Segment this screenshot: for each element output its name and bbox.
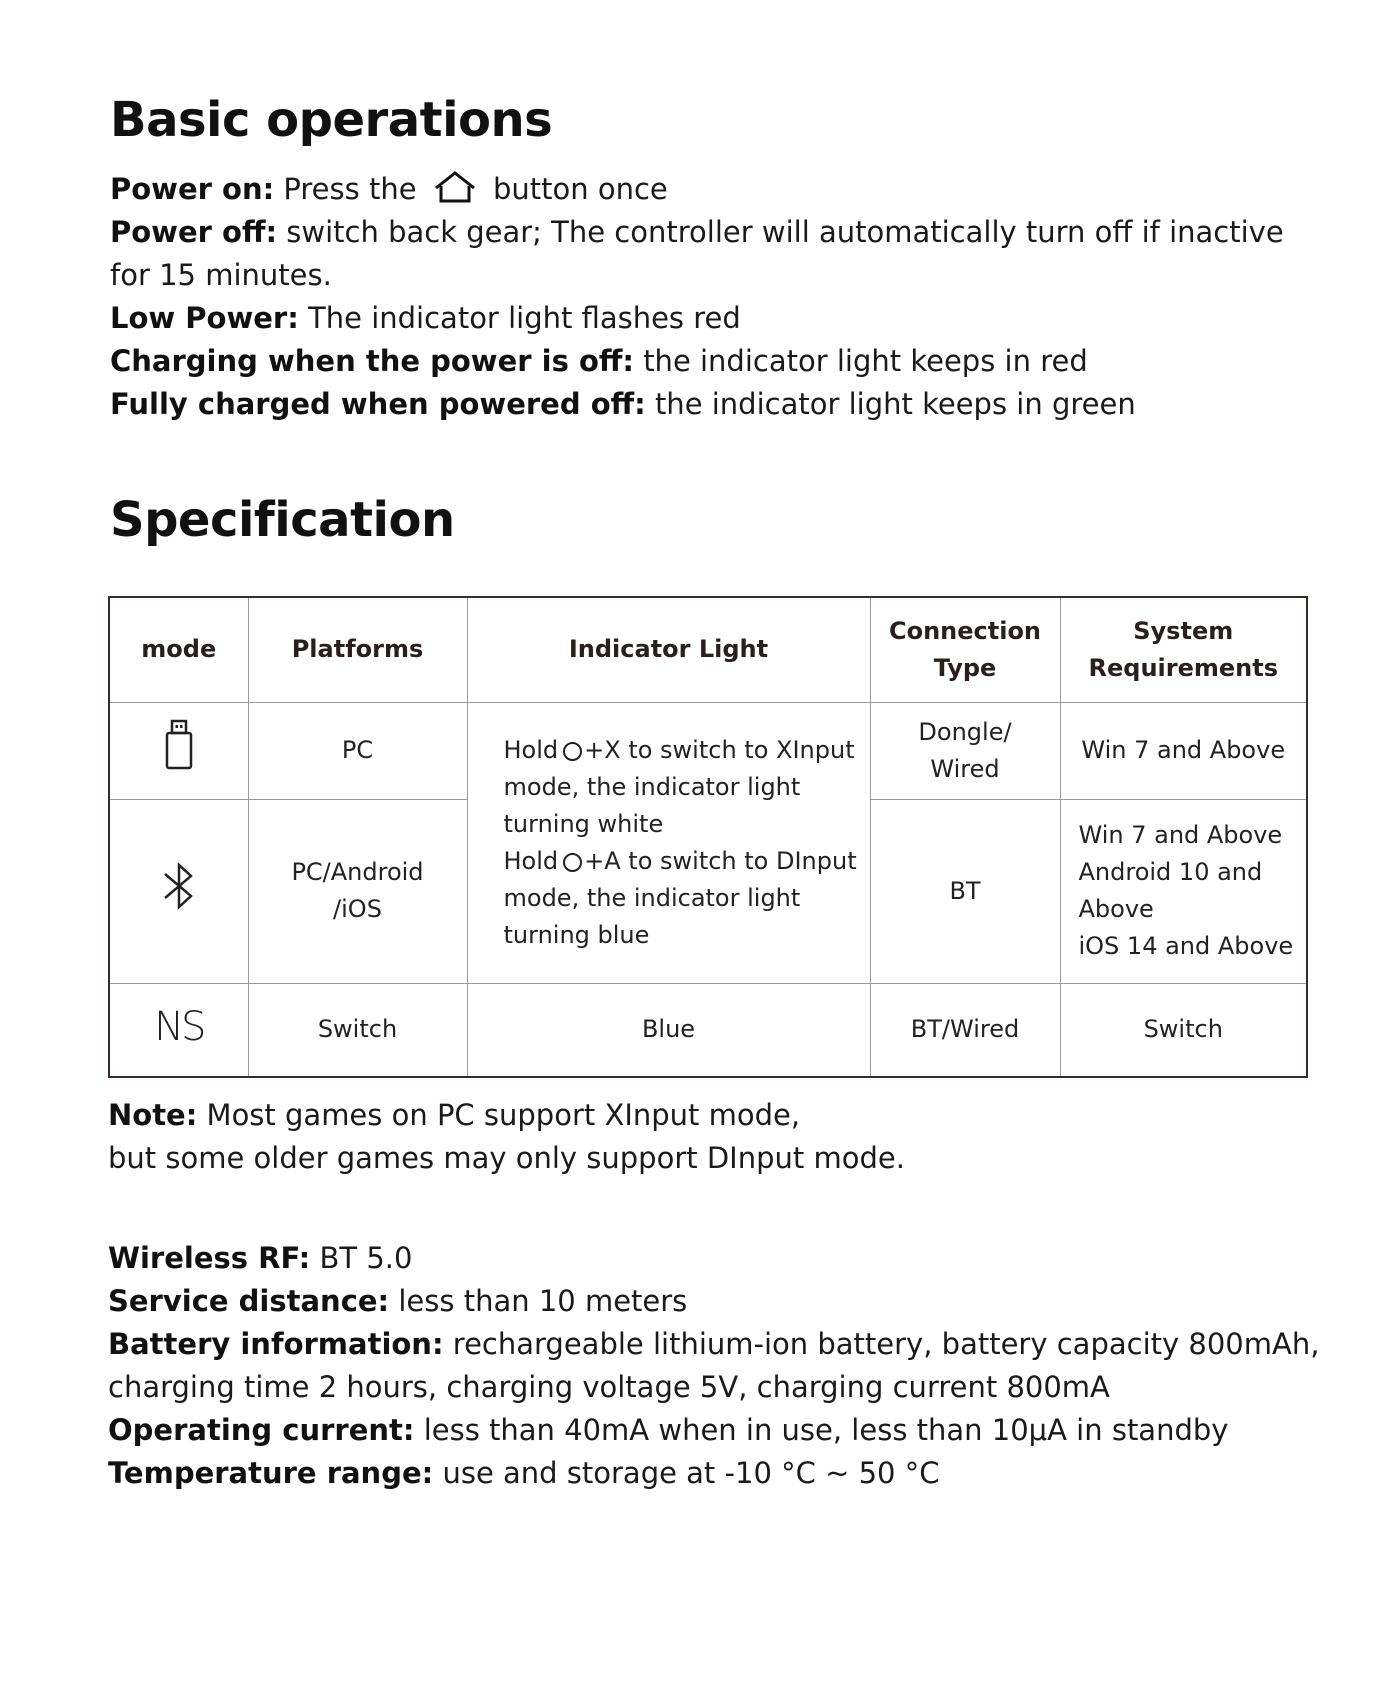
power-on-post: button once: [493, 172, 668, 206]
current-label: Operating current:: [108, 1413, 415, 1447]
note-label: Note:: [108, 1098, 198, 1132]
temperature-text: use and storage at -10 °C ~ 50 °C: [442, 1456, 940, 1490]
table-header-row: [109, 597, 1307, 702]
connection-cell: BT: [870, 799, 1060, 983]
power-off-label: Power off:: [110, 215, 278, 249]
indicator-line-4: [504, 843, 860, 880]
low-power-text: The indicator light flashes red: [308, 301, 741, 335]
system-line-1: Win 7 and Above: [1078, 821, 1283, 849]
indicator-line-6: turning blue: [503, 920, 650, 949]
platform-line-2: /iOS: [333, 895, 382, 923]
hold-label-2: Hold: [503, 846, 559, 875]
usb-dongle-icon: [164, 719, 194, 771]
connection-cell: Dongle/ Wired: [870, 702, 1060, 799]
dinput-instruction: +A to switch to DInput: [584, 846, 857, 875]
table-row: [109, 983, 1307, 1077]
distance-label: Service distance:: [108, 1284, 390, 1318]
platform-cell: [248, 799, 467, 983]
mode-cell-ns: [109, 983, 248, 1077]
battery-label: Battery information:: [108, 1327, 444, 1361]
fully-charged-line: [110, 383, 1310, 426]
indicator-line-3: turning white: [503, 809, 664, 838]
charging-off-line: [110, 340, 1310, 383]
circle-button-icon: [563, 853, 582, 872]
platform-line-1: PC/Android: [291, 858, 424, 886]
indicator-cell: Blue: [467, 983, 870, 1077]
connection-cell: BT/Wired: [870, 983, 1060, 1077]
indicator-line-5: mode, the indicator light: [503, 883, 801, 912]
system-line-2: Android 10 and: [1078, 858, 1263, 886]
basic-operations-title: Basic operations: [110, 92, 553, 148]
platform-cell: PC: [248, 702, 467, 799]
mode-cell-bluetooth: [109, 799, 248, 983]
header-system-line2: Requirements: [1088, 653, 1278, 682]
xinput-instruction: +X to switch to XInput: [584, 735, 855, 764]
distance-line: [108, 1280, 1308, 1323]
wireless-label: Wireless RF:: [108, 1241, 311, 1275]
specification-table: [108, 596, 1308, 1078]
power-on-pre: Press the: [283, 172, 417, 206]
current-text: less than 40mA when in use, less than 10μA in standby: [423, 1413, 1229, 1447]
header-mode: mode: [109, 597, 248, 702]
indicator-line-2: mode, the indicator light: [503, 772, 801, 801]
battery-line: [108, 1323, 1320, 1366]
indicator-line-1: [504, 732, 860, 769]
header-system-requirements: [1060, 597, 1307, 702]
specs-list: [108, 1237, 1320, 1495]
wireless-text: BT 5.0: [319, 1241, 413, 1275]
header-platforms: Platforms: [248, 597, 467, 702]
mode-cell-dongle: [109, 702, 248, 799]
home-icon: [432, 170, 478, 206]
platform-cell: Switch: [248, 983, 467, 1077]
note-block: [108, 1094, 1308, 1180]
indicator-light-cell: [467, 702, 870, 983]
bluetooth-icon: [159, 860, 199, 912]
temperature-label: Temperature range:: [108, 1456, 434, 1490]
power-off-line: [110, 211, 1310, 254]
ns-mode-label: NS: [154, 1003, 204, 1050]
battery-text: rechargeable lithium-ion battery, battery capacity 800mAh,: [452, 1327, 1320, 1361]
wireless-line: [108, 1237, 1308, 1280]
system-line-4: iOS 14 and Above: [1078, 932, 1294, 960]
note-line-1: [108, 1094, 1308, 1137]
header-indicator-light: Indicator Light: [467, 597, 870, 702]
note-text-1: Most games on PC support XInput mode,: [206, 1098, 801, 1132]
table-row: [109, 702, 1307, 799]
system-cell: Win 7 and Above: [1060, 702, 1307, 799]
power-off-line-2: for 15 minutes.: [110, 258, 332, 292]
circle-button-icon: [563, 742, 582, 761]
charging-off-text: the indicator light keeps in red: [643, 344, 1088, 378]
header-connection-line2: Type: [933, 653, 997, 682]
power-on-label: Power on:: [110, 172, 275, 206]
temperature-line: [108, 1452, 1308, 1495]
distance-text: less than 10 meters: [398, 1284, 688, 1318]
hold-label-1: Hold: [503, 735, 559, 764]
header-connection-type: [870, 597, 1060, 702]
power-off-text: switch back gear; The controller will automatically turn off if inactive: [286, 215, 1284, 249]
basic-operations-list: [110, 168, 1310, 426]
battery-line-2: charging time 2 hours, charging voltage 5V, charging current 800mA: [108, 1370, 1110, 1404]
system-cell: Switch: [1060, 983, 1307, 1077]
low-power-label: Low Power:: [110, 301, 299, 335]
fully-charged-text: the indicator light keeps in green: [654, 387, 1136, 421]
specification-title: Specification: [110, 492, 455, 548]
power-on-line: [110, 168, 1310, 211]
current-line: [108, 1409, 1308, 1452]
system-cell: [1060, 799, 1307, 983]
fully-charged-label: Fully charged when powered off:: [110, 387, 646, 421]
header-system-line1: System: [1133, 616, 1234, 645]
system-line-3: Above: [1078, 895, 1154, 923]
header-connection-line1: Connection: [888, 616, 1042, 645]
charging-off-label: Charging when the power is off:: [110, 344, 634, 378]
low-power-line: [110, 297, 1310, 340]
note-line-2: but some older games may only support DInput mode.: [108, 1141, 905, 1175]
